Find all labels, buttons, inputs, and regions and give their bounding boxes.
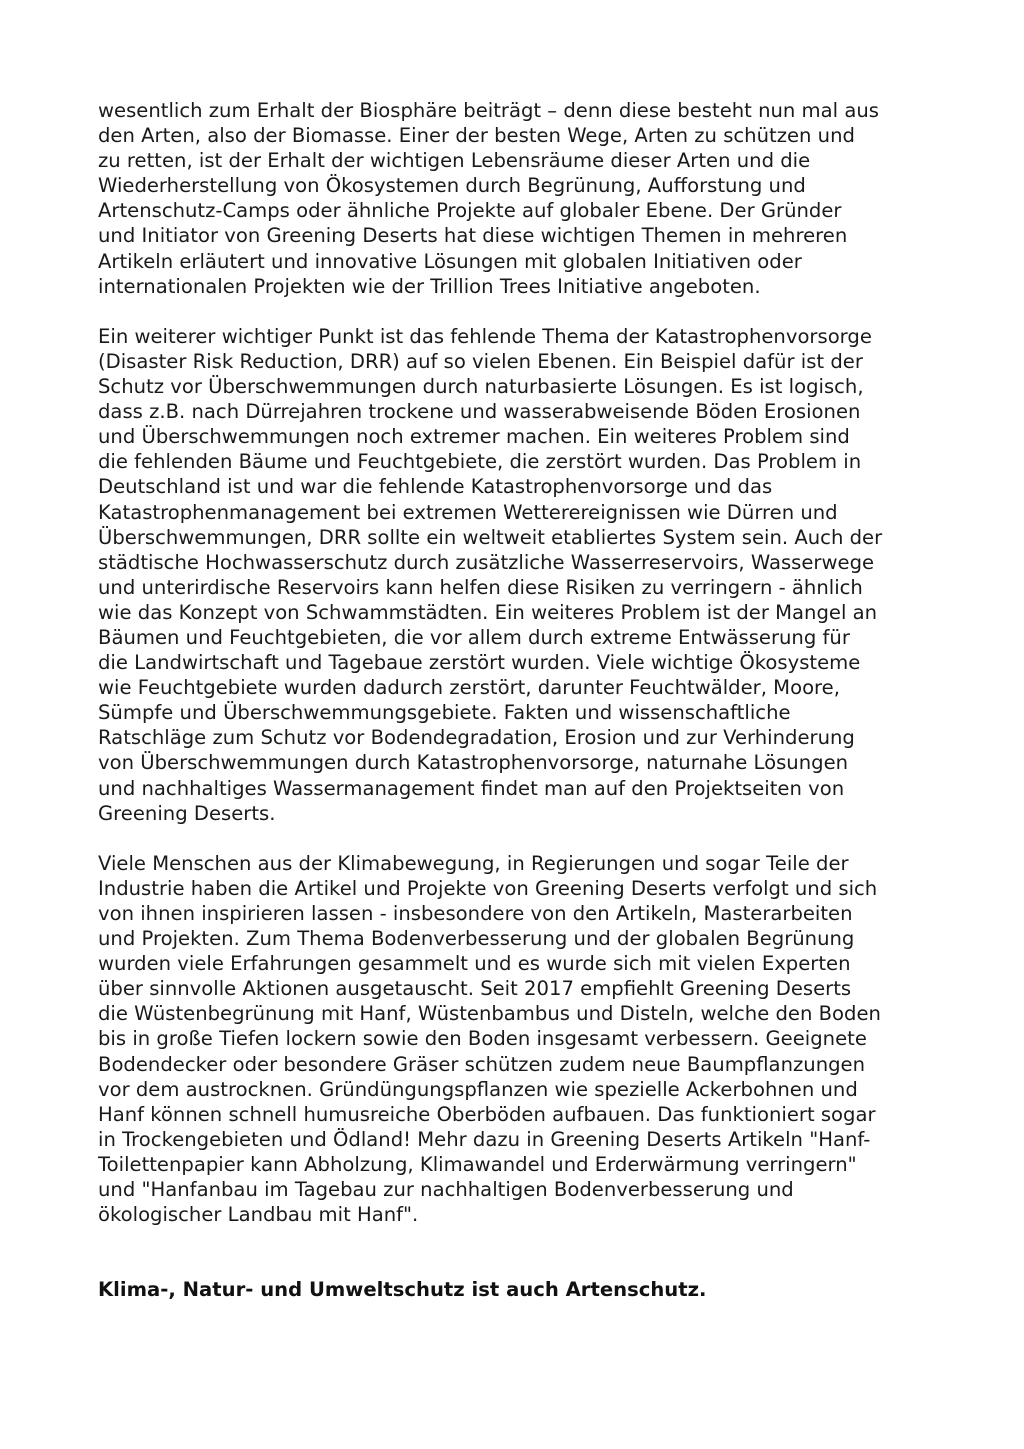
text-line: die Landwirtschaft und Tagebaue zerstört wurden. Viele wichtige Ökosysteme bbox=[98, 651, 861, 675]
text-line: Katastrophenmanagement bei extremen Wetterereignissen wie Dürren und bbox=[98, 500, 838, 524]
paragraph-2 bbox=[98, 324, 938, 826]
text-line: Bäumen und Feuchtgebieten, die vor allem durch extreme Entwässerung für bbox=[98, 625, 850, 649]
text-line: wie das Konzept von Schwammstädten. Ein weiteres Problem ist der Mangel an bbox=[98, 600, 878, 624]
text-line: Wiederherstellung von Ökosystemen durch Begrünung, Aufforstung und bbox=[98, 174, 806, 198]
text-line: in Trockengebieten und Ödland! Mehr dazu in Greening Deserts Artikeln "Hanf- bbox=[98, 1127, 871, 1151]
text-line: wie Feuchtgebiete wurden dadurch zerstört, darunter Feuchtwälder, Moore, bbox=[98, 676, 840, 700]
text-line: und Initiator von Greening Deserts hat diese wichtigen Themen in mehreren bbox=[98, 224, 848, 248]
text-line: ökologischer Landbau mit Hanf". bbox=[98, 1203, 419, 1227]
document-page bbox=[98, 98, 938, 1302]
text-line: wurden viele Erfahrungen gesammelt und es wurde sich mit vielen Experten bbox=[98, 952, 851, 976]
text-line: Hanf können schnell humusreiche Oberböden aufbauen. Das funktioniert sogar bbox=[98, 1102, 876, 1126]
text-line: wesentlich zum Erhalt der Biosphäre beiträgt – denn diese besteht nun mal aus bbox=[98, 99, 879, 122]
text-line: und Überschwemmungen noch extremer machen. Ein weiteres Problem sind bbox=[98, 425, 850, 449]
text-line: Toilettenpapier kann Abholzung, Klimawandel und Erderwärmung verringern" bbox=[98, 1152, 857, 1176]
text-line: Schutz vor Überschwemmungen durch naturbasierte Lösungen. Es ist logisch, bbox=[98, 375, 864, 399]
text-line: den Arten, also der Biomasse. Einer der besten Wege, Arten zu schützen und bbox=[98, 124, 855, 148]
text-line: von Überschwemmungen durch Katastrophenvorsorge, naturnahe Lösungen bbox=[98, 751, 849, 775]
text-line: und nachhaltiges Wassermanagement findet man auf den Projektseiten von bbox=[98, 776, 845, 800]
text-line: bis in große Tiefen lockern sowie den Boden insgesamt verbessern. Geeignete bbox=[98, 1027, 867, 1051]
text-line: (Disaster Risk Reduction, DRR) auf so vielen Ebenen. Ein Beispiel dafür ist der bbox=[98, 349, 863, 373]
text-line: Artikeln erläutert und innovative Lösungen mit globalen Initiativen oder bbox=[98, 249, 802, 273]
text-line: Greening Deserts. bbox=[98, 801, 276, 825]
text-line: Überschwemmungen, DRR sollte ein weltweit etabliertes System sein. Auch der bbox=[98, 525, 883, 549]
text-line: und unterirdische Reservoirs kann helfen diese Risiken zu verringern - ähnlich bbox=[98, 575, 863, 599]
text-line: städtische Hochwasserschutz durch zusätzliche Wasserreservoirs, Wasserwege bbox=[98, 550, 875, 574]
text-line: von ihnen inspirieren lassen - insbesondere von den Artikeln, Masterarbeiten bbox=[98, 902, 853, 925]
text-line: Viele Menschen aus der Klimabewegung, in Regierungen und sogar Teile der bbox=[98, 851, 849, 875]
text-line: die fehlenden Bäume und Feuchtgebiete, die zerstört wurden. Das Problem in bbox=[98, 450, 862, 474]
text-line: dass z.B. nach Dürrejahren trockene und wasserabweisende Böden Erosionen bbox=[98, 400, 861, 424]
text-line: die Wüstenbegrünung mit Hanf, Wüstenbambus und Disteln, welche den Boden bbox=[98, 1002, 881, 1026]
text-line: internationalen Projekten wie der Trillion Trees Initiative angeboten. bbox=[98, 274, 761, 298]
text-line: und "Hanfanbau im Tagebau zur nachhaltigen Bodenverbesserung und bbox=[98, 1178, 794, 1202]
section-heading: Klima-, Natur- und Umweltschutz ist auch Artenschutz. bbox=[98, 1278, 707, 1302]
text-line: vor dem austrocknen. Gründüngungspflanzen wie spezielle Ackerbohnen und bbox=[98, 1077, 858, 1101]
text-line: Ratschläge zum Schutz vor Bodendegradation, Erosion und zur Verhinderung bbox=[98, 726, 855, 750]
paragraph-1 bbox=[98, 98, 938, 299]
text-line: zu retten, ist der Erhalt der wichtigen Lebensräume dieser Arten und die bbox=[98, 149, 811, 173]
text-line: Ein weiterer wichtiger Punkt ist das fehlende Thema der Katastrophenvorsorge bbox=[98, 324, 872, 348]
text-line: Bodendecker oder besondere Gräser schützen zudem neue Baumpflanzungen bbox=[98, 1052, 866, 1076]
text-line: über sinnvolle Aktionen ausgetauscht. Seit 2017 empfiehlt Greening Deserts bbox=[98, 977, 852, 1001]
text-line: Sümpfe und Überschwemmungsgebiete. Fakten und wissenschaftliche bbox=[98, 701, 791, 725]
text-line: Artenschutz-Camps oder ähnliche Projekte auf globaler Ebene. Der Gründer bbox=[98, 199, 842, 223]
text-line: und Projekten. Zum Thema Bodenverbesserung und der globalen Begrünung bbox=[98, 927, 855, 951]
text-line: Industrie haben die Artikel und Projekte von Greening Deserts verfolgt und sich bbox=[98, 876, 878, 900]
paragraph-3 bbox=[98, 851, 938, 1227]
text-line: Deutschland ist und war die fehlende Katastrophenvorsorge und das bbox=[98, 475, 773, 499]
